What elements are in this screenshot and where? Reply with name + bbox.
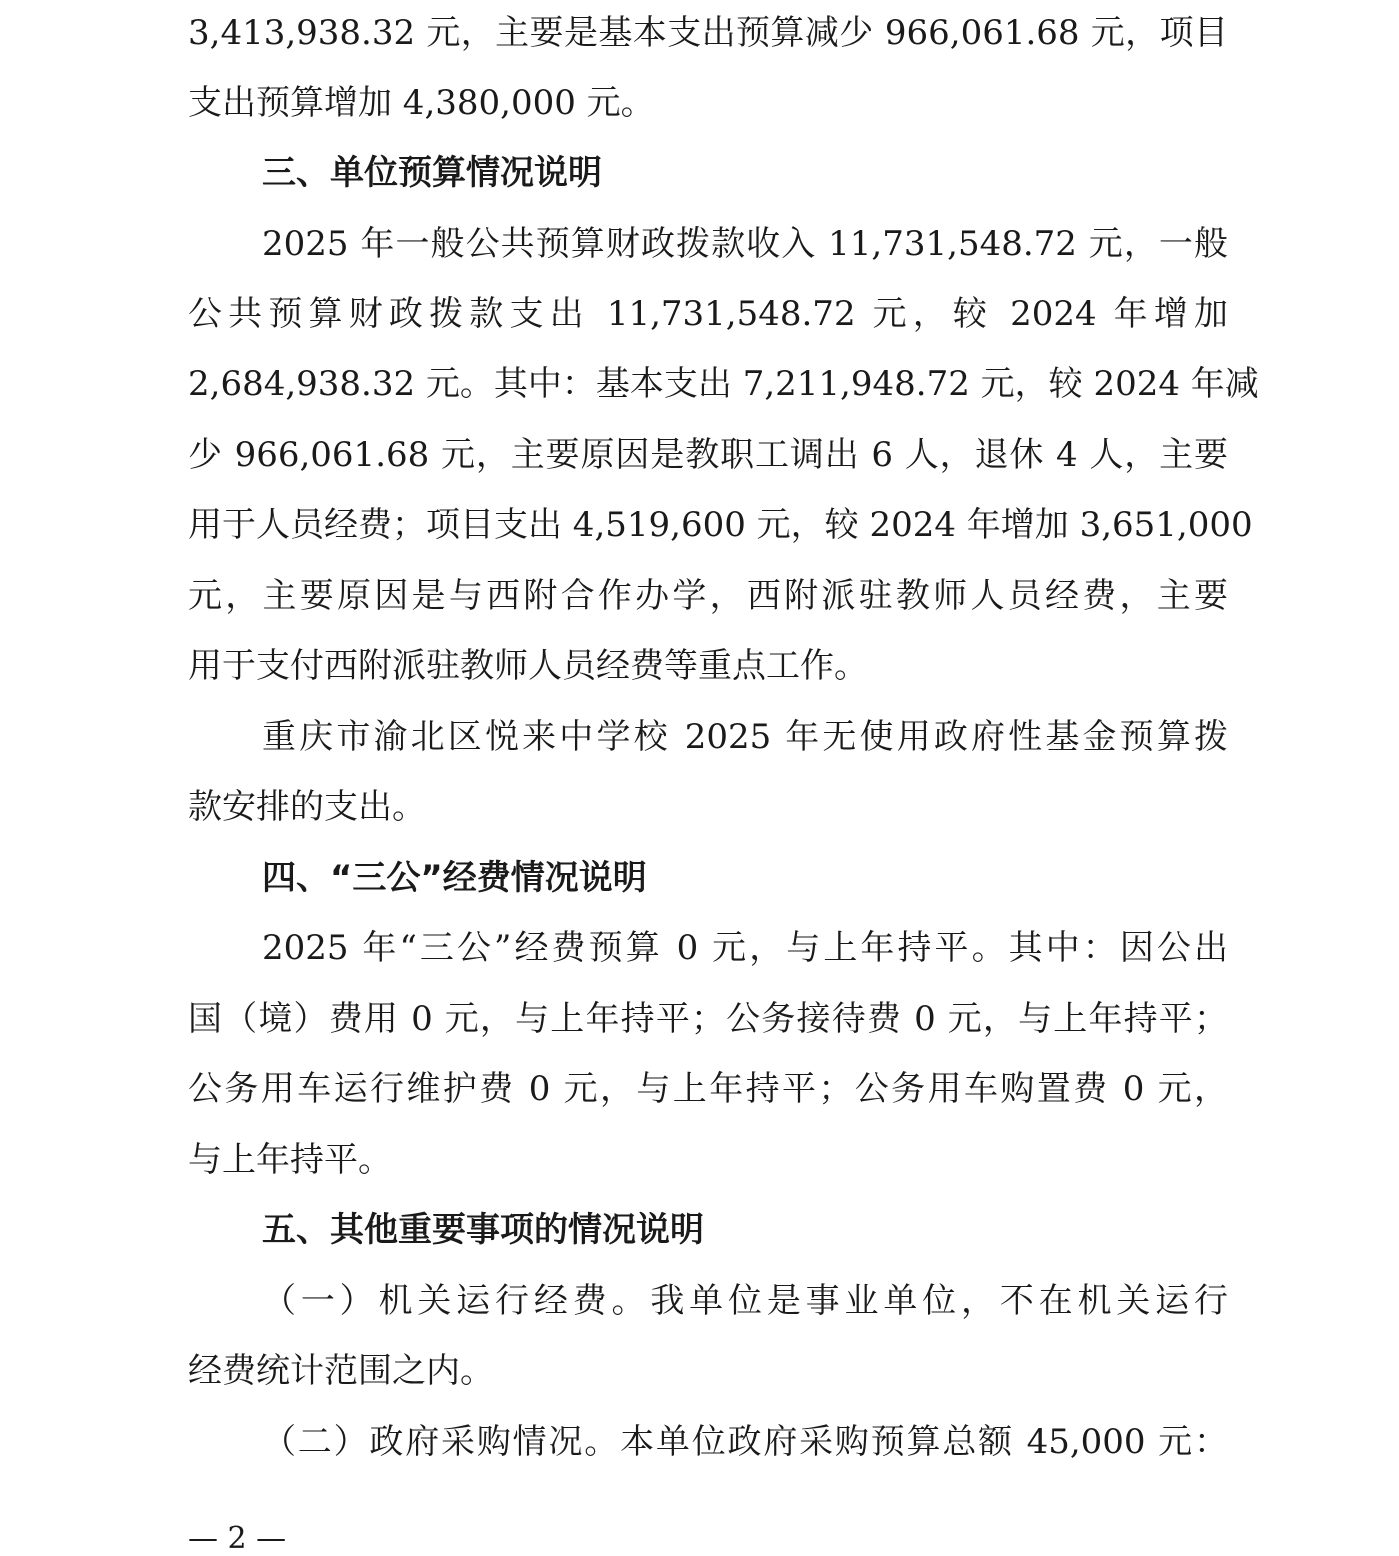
section-heading-5: 五、其他重要事项的情况说明 [262,1210,704,1250]
section-heading-4: 四、“三公”经费情况说明 [262,858,647,898]
section-heading-3: 三、单位预算情况说明 [262,153,602,193]
body-text-line: 款安排的支出。 [188,787,426,827]
body-text-line: 用于人员经费；项目支出 4,519,600 元，较 2024 年增加 3,651,000 [188,505,1253,545]
body-text-line: 2,684,938.32 元。其中：基本支出 7,211,948.72 元，较 2024 年减 [188,364,1259,404]
body-text-line: 公共预算财政拨款支出 11,731,548.72 元，较 2024 年增加 [188,294,1228,334]
body-text-line: 经费统计范围之内。 [188,1351,494,1391]
body-text-line: 公务用车运行维护费 0 元，与上年持平；公务用车购置费 0 元， [188,1069,1228,1109]
body-text-line: 与上年持平。 [188,1140,392,1180]
body-text-line: 支出预算增加 4,380,000 元。 [188,83,655,123]
body-text-line: 少 966,061.68 元，主要原因是教职工调出 6 人，退休 4 人，主要 [188,435,1228,475]
body-text-line: 2025 年一般公共预算财政拨款收入 11,731,548.72 元，一般 [262,224,1228,264]
body-text-line: 元，主要原因是与西附合作办学，西附派驻教师人员经费，主要 [188,576,1228,616]
page-number: — 2 — [188,1521,287,1556]
body-text-line: 2025 年“三公”经费预算 0 元，与上年持平。其中：因公出 [262,928,1228,968]
body-text-line: （二）政府采购情况。本单位政府采购预算总额 45,000 元： [262,1422,1228,1462]
body-text-line: 国（境）费用 0 元，与上年持平；公务接待费 0 元，与上年持平； [188,999,1228,1039]
body-text-line: 重庆市渝北区悦来中学校 2025 年无使用政府性基金预算拨 [262,717,1228,757]
body-text-line: 3,413,938.32 元，主要是基本支出预算减少 966,061.68 元，项目 [188,13,1228,53]
body-text-line: （一）机关运行经费。我单位是事业单位，不在机关运行 [262,1281,1228,1321]
body-text-line: 用于支付西附派驻教师人员经费等重点工作。 [188,646,868,686]
